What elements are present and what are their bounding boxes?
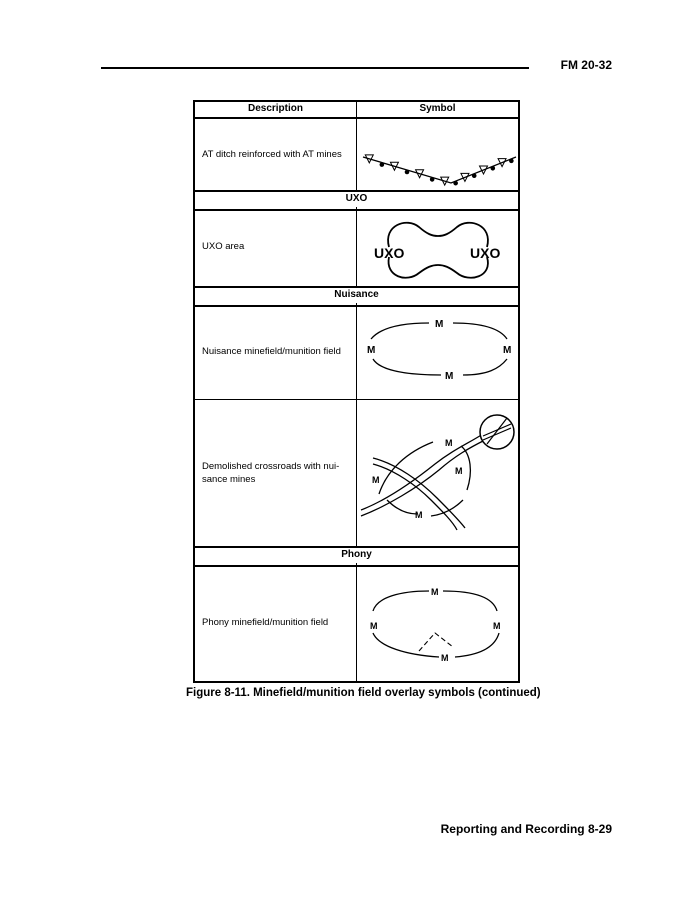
mine-marker: M: [367, 345, 376, 356]
row-description: AT ditch reinforced with AT mines: [195, 119, 357, 190]
table-row: [195, 400, 518, 546]
manual-code: FM 20-32: [560, 58, 612, 72]
section-title: Phony: [341, 549, 372, 560]
uxo-area-symbol: [357, 207, 518, 286]
mine-marker: M: [503, 345, 512, 356]
column-header-symbol: Symbol: [419, 103, 456, 114]
table-row: [195, 207, 518, 286]
uxo-label: UXO: [470, 245, 501, 261]
mine-marker: M: [445, 371, 454, 382]
nuisance-minefield-symbol: [357, 303, 518, 399]
row-description: Nuisance minefield/munition field: [195, 303, 357, 399]
mine-marker: M: [415, 510, 423, 520]
row-description: Phony minefield/munition field: [195, 563, 357, 681]
page-footer: Reporting and Recording 8-29: [440, 822, 612, 836]
mine-marker: M: [370, 621, 378, 631]
mine-marker: M: [441, 653, 449, 663]
at-ditch-mines-symbol: [357, 119, 518, 190]
table-header-row: [195, 102, 518, 119]
table-row: [195, 119, 518, 190]
column-header-description: Description: [195, 102, 357, 117]
section-title: UXO: [345, 193, 368, 204]
row-description: Demolished crossroads with nui- sance mines: [195, 400, 357, 546]
mine-marker: M: [435, 319, 444, 330]
mine-marker: M: [455, 466, 463, 476]
phony-minefield-symbol: [357, 563, 518, 681]
mine-marker: M: [493, 621, 501, 631]
row-description: UXO area: [195, 207, 357, 286]
uxo-label: UXO: [374, 245, 405, 261]
demolished-crossroads-symbol: [357, 400, 518, 546]
table-row: [195, 303, 518, 400]
symbols-table: [193, 100, 520, 683]
mine-marker: M: [431, 587, 439, 597]
section-title: Nuisance: [334, 289, 379, 300]
mine-marker: M: [445, 438, 453, 448]
table-row: [195, 563, 518, 681]
figure-caption: Figure 8-11. Minefield/munition field overlay symbols (continued): [186, 687, 541, 699]
header-rule: [101, 67, 529, 69]
mine-marker: M: [372, 475, 380, 485]
